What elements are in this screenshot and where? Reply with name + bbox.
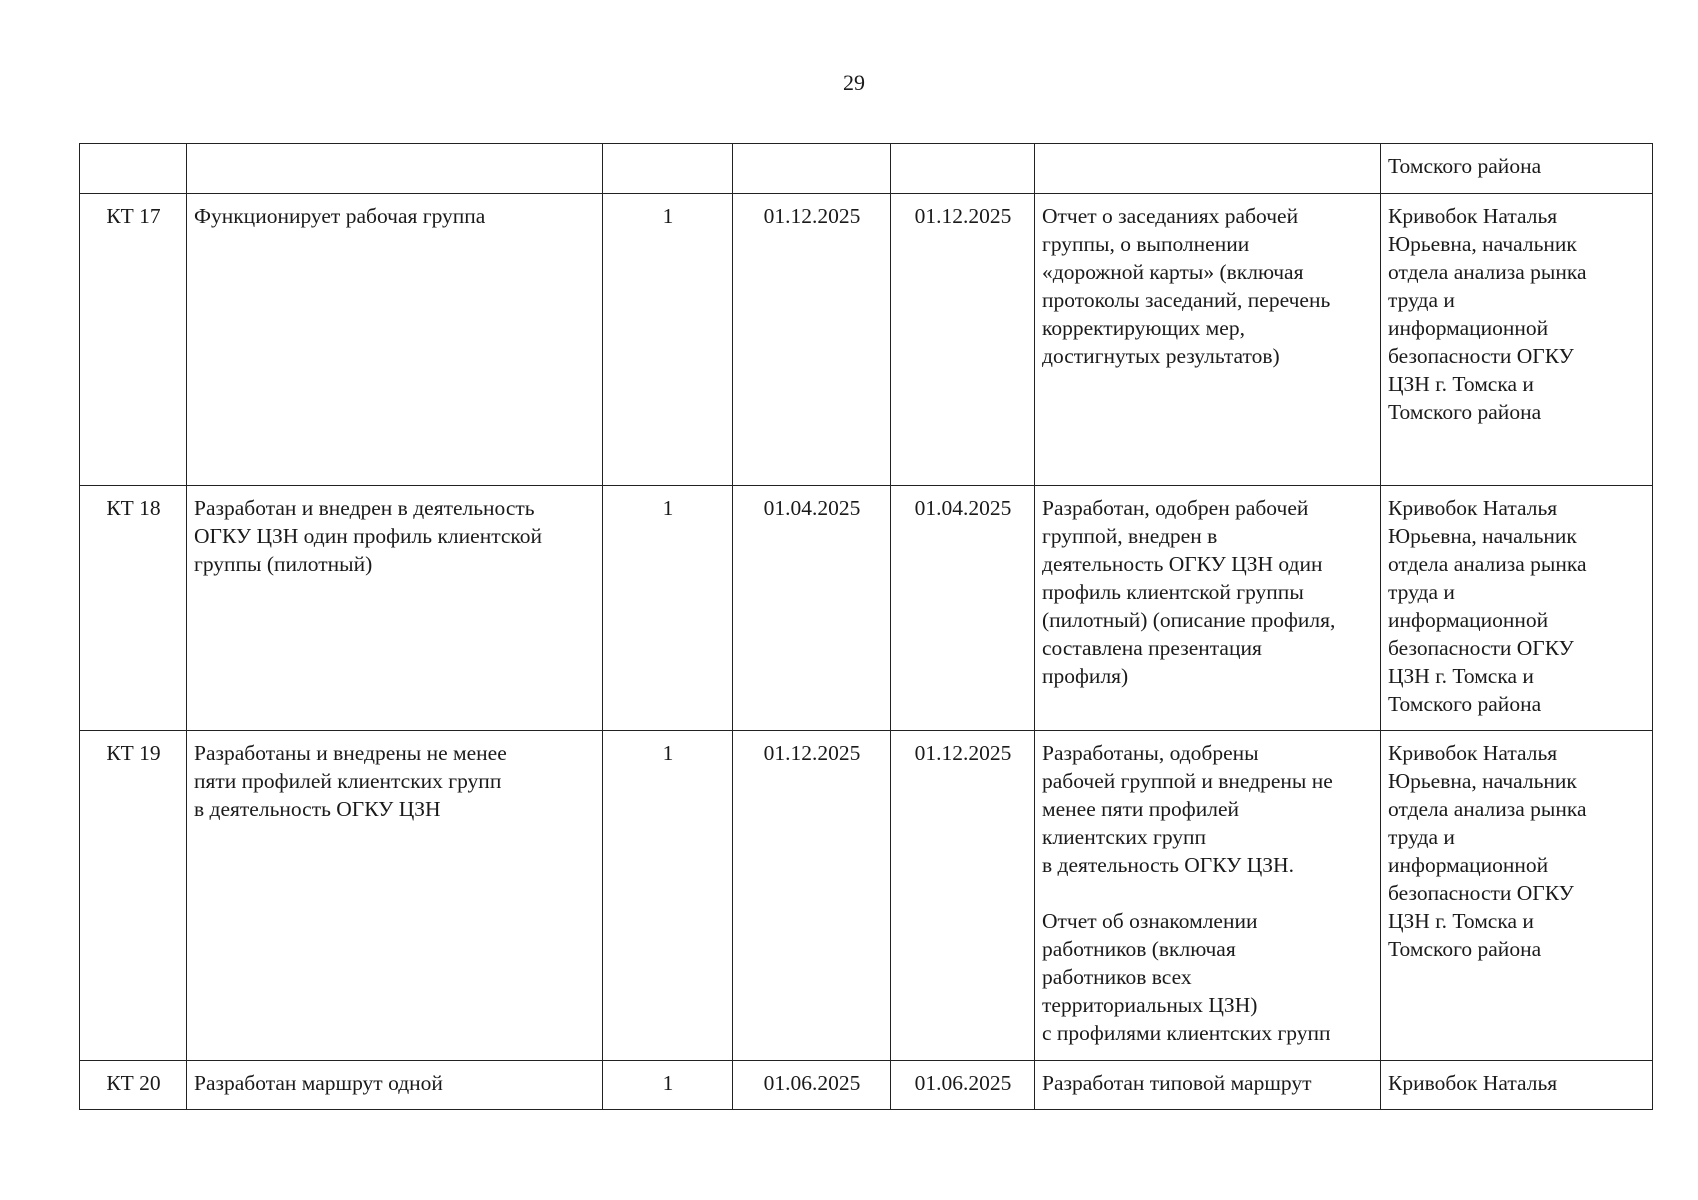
cell-result xyxy=(1035,144,1381,194)
cell-result: Разработан типовой маршрут xyxy=(1035,1061,1381,1110)
cell-name: Функционирует рабочая группа xyxy=(187,194,603,486)
cell-qty: 1 xyxy=(603,194,733,486)
page-number: 29 xyxy=(843,70,865,95)
cell-start-date: 01.12.2025 xyxy=(733,731,891,1061)
cell-qty: 1 xyxy=(603,486,733,731)
cell-start-date: 01.04.2025 xyxy=(733,486,891,731)
cell-name: Разработаны и внедрены не менее пяти профилей клиентских групп в деятельность ОГКУ ЦЗН xyxy=(187,731,603,1061)
cell-code: КТ 18 xyxy=(80,486,187,731)
cell-responsible: Кривобок Наталья Юрьевна, начальник отдела анализа рынка труда и информационной безопасности ОГКУ ЦЗН г. Томска и Томского района xyxy=(1381,731,1653,1061)
cell-start-date: 01.12.2025 xyxy=(733,194,891,486)
cell-result: Разработан, одобрен рабочей группой, внедрен в деятельность ОГКУ ЦЗН один профиль клиентской группы (пилотный) (описание профиля, составлена презентация профиля) xyxy=(1035,486,1381,731)
table-row-continuation xyxy=(80,144,1653,194)
cell-start-date xyxy=(733,144,891,194)
cell-result: Отчет о заседаниях рабочей группы, о выполнении «дорожной карты» (включая протоколы заседаний, перечень корректирующих мер, достигнутых результатов) xyxy=(1035,194,1381,486)
cell-end-date xyxy=(891,144,1035,194)
cell-code xyxy=(80,144,187,194)
cell-code: КТ 17 xyxy=(80,194,187,486)
cell-name: Разработан и внедрен в деятельность ОГКУ ЦЗН один профиль клиентской группы (пилотный) xyxy=(187,486,603,731)
cell-qty: 1 xyxy=(603,1061,733,1110)
table-row xyxy=(80,194,1653,486)
cell-name xyxy=(187,144,603,194)
cell-start-date: 01.06.2025 xyxy=(733,1061,891,1110)
control-points-table xyxy=(79,143,1653,1110)
table-row xyxy=(80,486,1653,731)
cell-end-date: 01.12.2025 xyxy=(891,194,1035,486)
cell-responsible: Кривобок Наталья Юрьевна, начальник отдела анализа рынка труда и информационной безопасности ОГКУ ЦЗН г. Томска и Томского района xyxy=(1381,486,1653,731)
cell-code: КТ 19 xyxy=(80,731,187,1061)
cell-responsible: Томского района xyxy=(1381,144,1653,194)
cell-end-date: 01.04.2025 xyxy=(891,486,1035,731)
table-row xyxy=(80,731,1653,1061)
cell-qty xyxy=(603,144,733,194)
cell-responsible: Кривобок Наталья xyxy=(1381,1061,1653,1110)
cell-code: КТ 20 xyxy=(80,1061,187,1110)
cell-responsible: Кривобок Наталья Юрьевна, начальник отдела анализа рынка труда и информационной безопасности ОГКУ ЦЗН г. Томска и Томского района xyxy=(1381,194,1653,486)
cell-name: Разработан маршрут одной xyxy=(187,1061,603,1110)
cell-result: Разработаны, одобрены рабочей группой и внедрены не менее пяти профилей клиентских групп в деятельность ОГКУ ЦЗН. Отчет об ознакомлении работников (включая работников всех территориальных ЦЗН) с профилями клиентских групп xyxy=(1035,731,1381,1061)
cell-end-date: 01.12.2025 xyxy=(891,731,1035,1061)
table-row xyxy=(80,1061,1653,1110)
cell-end-date: 01.06.2025 xyxy=(891,1061,1035,1110)
cell-qty: 1 xyxy=(603,731,733,1061)
